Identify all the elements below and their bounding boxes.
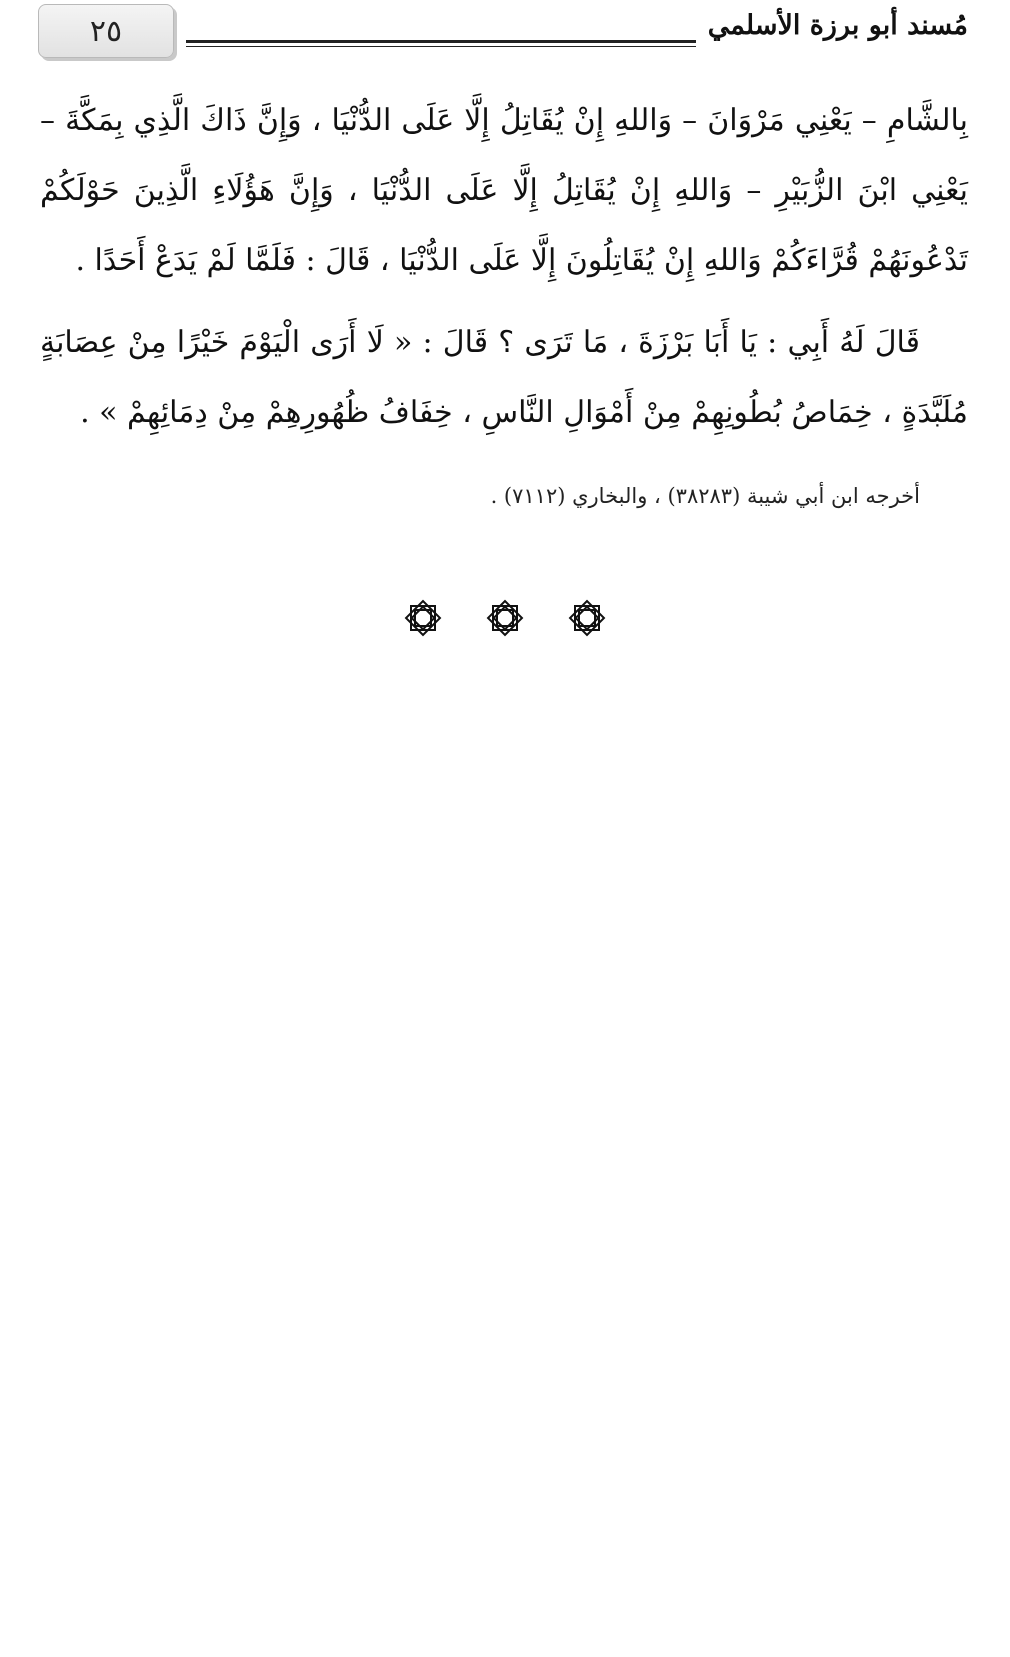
eight-point-star-icon: [567, 598, 607, 638]
section-divider: [0, 598, 1010, 638]
eight-point-star-icon: [485, 598, 525, 638]
page-number-tab: [38, 4, 174, 58]
paragraph: بِالشَّامِ – يَعْنِي مَرْوَانَ – وَاللهِ إِنْ يُقَاتِلُ إِلَّا عَلَى الدُّنْيَا ، وَإِنَّ ذَاكَ الَّذِي بِمَكَّةَ – يَعْنِي ابْنَ الزُّبَيْرِ – وَاللهِ إِنْ يُقَاتِلُ إِلَّا عَلَى الدُّنْيَا ، وَإِنَّ هَؤُلَاءِ الَّذِينَ حَوْلَكُمْ تَدْعُونَهُمْ قُرَّاءَكُمْ وَاللهِ إِنْ يُقَاتِلُونَ إِلَّا عَلَى الدُّنْيَا ، قَالَ : فَلَمَّا لَمْ يَدَعْ أَحَدًا .: [40, 103, 968, 278]
body-text: [40, 86, 968, 448]
paragraph: قَالَ لَهُ أَبِي : يَا أَبَا بَرْزَةَ ، مَا تَرَى ؟ قَالَ : « لَا أَرَى الْيَوْمَ خَيْرًا مِنْ عِصَابَةٍ مُلَبَّدَةٍ ، خِمَاصُ بُطُونِهِمْ مِنْ أَمْوَالِ النَّاسِ ، خِفَافُ ظُهُورِهِمْ مِنْ دِمَائِهِمْ » .: [40, 325, 968, 430]
header-rule-thin: [186, 46, 696, 47]
header-rule: [186, 40, 696, 43]
footnote: أخرجه ابن أبي شيبة (٣٨٢٨٣) ، والبخاري (٧١١٢) .: [490, 484, 920, 508]
running-title: مُسند أبو برزة الأسلمي: [707, 10, 968, 41]
page-header: [0, 0, 1010, 70]
eight-point-star-icon: [403, 598, 443, 638]
page-number: ٢٥: [89, 13, 123, 49]
